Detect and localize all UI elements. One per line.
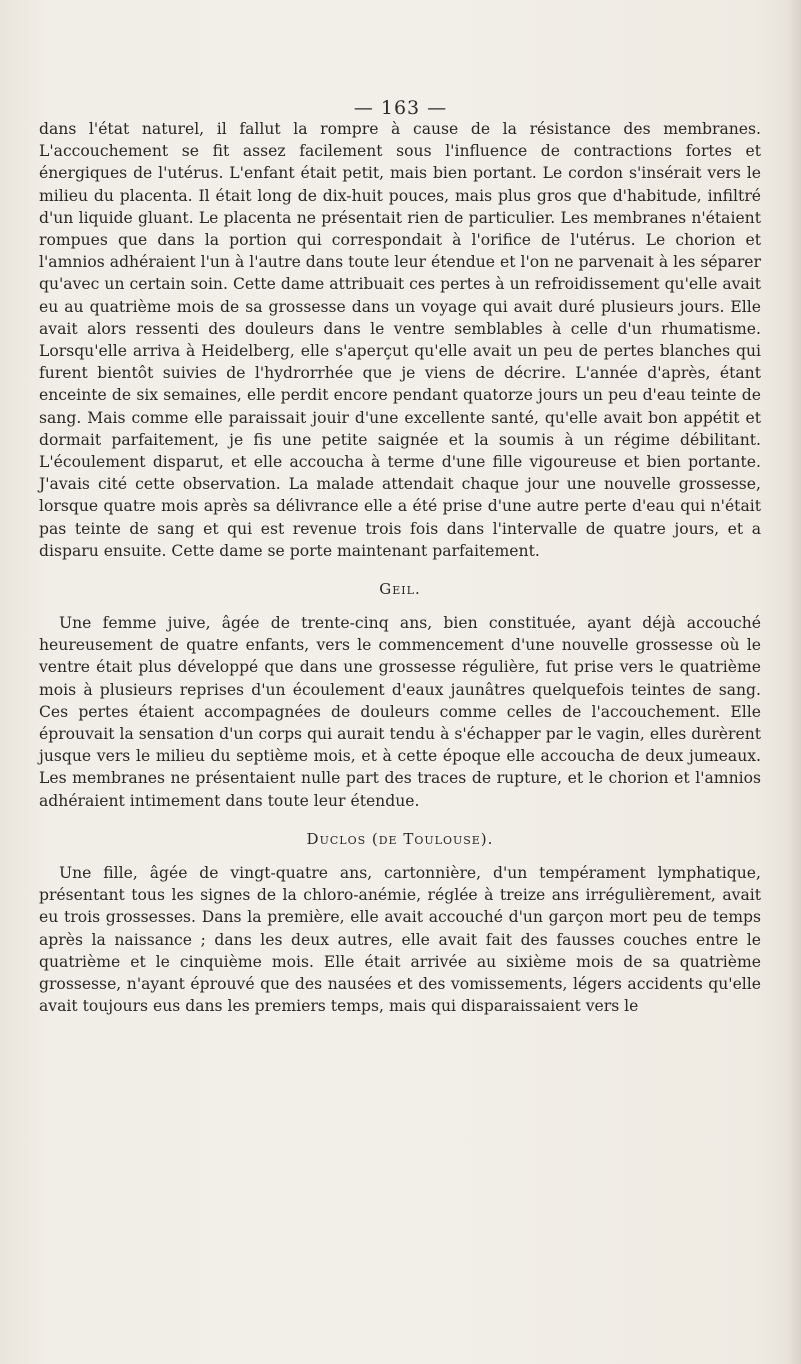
page-number: — 163 — xyxy=(353,97,448,119)
page-body xyxy=(39,118,761,1017)
author-signature-duclos: Duclos (de Toulouse). xyxy=(306,829,494,848)
page-edge-shadow xyxy=(787,0,801,1364)
author-signature-geil: Geil. xyxy=(379,580,421,599)
paragraph-3: Une fille, âgée de vingt-quatre ans, cartonnière, d'un tempérament lymphatique, présentant tous les signes de la chloro-anémie, réglée à treize ans irrégulièrement, avait eu trois grossesses. Dans la première, elle avait accouché d'un garçon mort peu de temps après la naissance ; dans les deux autres, elle avait fait des fausses couches entre le quatrième et le cinquième mois. Elle était arrivée au sixième mois de sa quatrième grossesse, n'ayant éprouvé que des nausées et des vomissements, légers accidents qu'elle avait toujours eus dans les premiers temps, mais qui disparaissaient vers le xyxy=(39,863,761,1016)
paragraph-2: Une femme juive, âgée de trente-cinq ans, bien constituée, ayant déjà accouché heureusement de quatre enfants, vers le commencement d'une nouvelle grossesse où le ventre était plus développé que dans une grossesse régulière, fut prise vers le quatrième mois à plusieurs reprises d'un écoulement d'eaux jaunâtres quelquefois teintes de sang. Ces pertes étaient accompagnées de douleurs comme celles de l'accouchement. Elle éprouvait la sensation d'un corps qui aurait tendu à s'échapper par le vagin, elles durèrent jusque vers le milieu du septième mois, et à cette époque elle accoucha de deux jumeaux. Les membranes ne présentaient nulle part des traces de rupture, et le chorion et l'amnios adhéraient intimement dans toute leur étendue. xyxy=(39,614,761,810)
paragraph-1: dans l'état naturel, il fallut la rompre à cause de la résistance des membranes. L'accouchement se fit assez facilement sous l'influence de contractions fortes et énergiques de l'utérus. L'enfant était petit, mais bien portant. Le cordon s'insérait vers le milieu du placenta. Il était long de dix-huit pouces, mais plus gros que d'habitude, infiltré d'un liquide gluant. Le placenta ne présentait rien de particulier. Les membranes n'étaient rompues que dans la portion qui correspondait à l'orifice de l'utérus. Le chorion et l'amnios adhéraient l'un à l'autre dans toute leur étendue et l'on ne parvenait à les séparer qu'avec un certain soin. Cette dame attribuait ces pertes à un refroidissement qu'elle avait eu au quatrième mois de sa grossesse dans un voyage qui avait duré plusieurs jours. Elle avait alors ressenti des douleurs dans le ventre semblables à celle d'un rhumatisme. Lorsqu'elle arriva à Heidelberg, elle s'aperçut qu'elle avait un peu de pertes blanches qui furent bientôt suivies de l'hydrorrhée que je viens de décrire. L'année d'après, étant enceinte de six semaines, elle perdit encore pendant quatorze jours un peu d'eau teinte de sang. Mais comme elle paraissait jouir d'une excellente santé, qu'elle avait bon appétit et dormait parfaitement, je fis une petite saignée et la soumis à un régime débilitant. L'écoulement disparut, et elle accoucha à terme d'une fille vigoureuse et bien portante. J'avais cité cette observation. La malade attendait chaque jour une nouvelle grossesse, lorsque quatre mois après sa délivrance elle a été prise d'une autre perte d'eau qui n'était pas teinte de sang et qui est revenue trois fois dans l'intervalle de quatre jours, et a disparu ensuite. Cette dame se porte maintenant parfaitement. xyxy=(39,120,761,560)
